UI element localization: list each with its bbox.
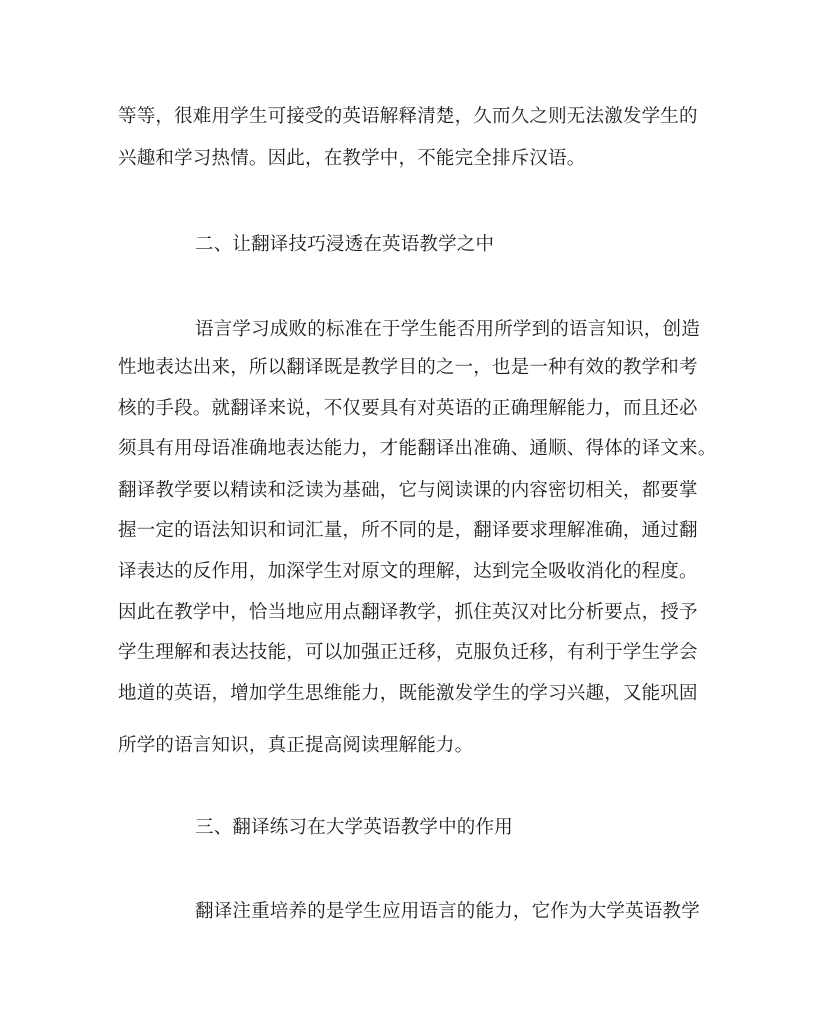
paragraph-line: 语言学习成败的标准在于学生能否用所学到的语言知识，创造 <box>195 319 700 340</box>
paragraph-line: 地道的英语，增加学生思维能力，既能激发学生的学习兴趣，又能巩固 <box>118 683 698 704</box>
section-heading-2: 二、让翻译技巧浸透在英语教学之中 <box>195 234 495 255</box>
paragraph-line: 因此在教学中，恰当地应用点翻译教学，抓住英汉对比分析要点，授予 <box>118 602 698 623</box>
paragraph-line: 性地表达出来，所以翻译既是教学目的之一，也是一种有效的教学和考 <box>118 357 698 378</box>
section-heading-3: 三、翻译练习在大学英语教学中的作用 <box>195 817 513 838</box>
paragraph-line: 翻译教学要以精读和泛读为基础，它与阅读课的内容密切相关，都要掌 <box>118 480 698 501</box>
paragraph-line: 翻译注重培养的是学生应用语言的能力，它作为大学英语教学 <box>195 901 700 922</box>
paragraph-line: 核的手段。就翻译来说，不仅要具有对英语的正确理解能力，而且还必 <box>118 398 698 419</box>
paragraph-line: 所学的语言知识，真正提高阅读理解能力。 <box>118 735 474 756</box>
paragraph-line: 握一定的语法知识和词汇量，所不同的是，翻译要求理解准确，通过翻 <box>118 520 698 541</box>
paragraph-line: 须具有用母语准确地表达能力，才能翻译出准确、通顺、得体的译文来。 <box>118 438 717 459</box>
paragraph-line: 学生理解和表达技能，可以加强正迁移，克服负迁移，有利于学生学会 <box>118 642 698 663</box>
paragraph-line: 等等，很难用学生可接受的英语解释清楚，久而久之则无法激发学生的 <box>118 106 698 127</box>
paragraph-line: 兴趣和学习热情。因此，在教学中，不能完全排斥汉语。 <box>118 148 586 169</box>
paragraph-line: 译表达的反作用，加深学生对原文的理解，达到完全吸收消化的程度。 <box>118 561 698 582</box>
